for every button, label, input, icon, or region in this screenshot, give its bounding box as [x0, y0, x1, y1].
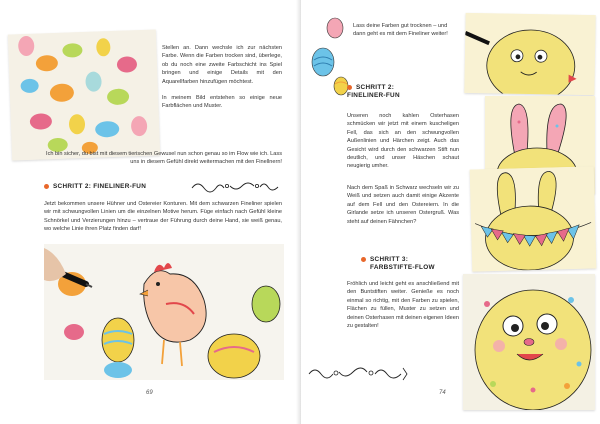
- intro-paragraph-1: Stellen an. Dann wechsle ich zur nächsten Farbe. Wenn die Farben trocken sind, überlege, ob du noch eine zweite Farbschicht ins Spiel bringen und einige Details mit den Aquarellfarben hinzufügen möchtest.: [162, 45, 282, 85]
- left-page-number: 69: [146, 390, 153, 396]
- easter-eggs-illustration: [309, 16, 349, 108]
- right-step3-heading-line2: FARBSTIFTE-FLOW: [370, 264, 435, 271]
- right-page-number: 74: [439, 390, 446, 396]
- bullet-dot: [361, 257, 366, 262]
- bunny-photo-4: [463, 274, 595, 410]
- bullet-dot: [347, 85, 352, 90]
- right-step3-heading: [361, 256, 435, 272]
- bunny-photo-3: [470, 166, 597, 271]
- right-page: [301, 0, 600, 424]
- right-step2-heading: [347, 84, 400, 100]
- doodle-ornament: [190, 178, 282, 194]
- right-step3-body: Fröhlich und leicht geht es anschließend mit den Buntstiften weiter. Genieße es noch einmal so richtig, mit den Farben zu spielen, Flächen zu füllen, Muster zu setzen und deinen Osterhasen mit deinen eigenen Ideen zu gestalten!: [347, 281, 459, 330]
- right-intro: Lass deine Farben gut trocknen – und dann geht es mit dem Fineliner weiter!: [353, 23, 448, 38]
- right-step2-body-b: Nach dem Spaß in Schwarz wechseln wir zu Weiß und setzen auch damit einige Akzente auf dem Fell und den Ostereiern. In die Girlande setze ich unseren Ostergruß. Was steht auf deinen Fähnchen?: [347, 185, 459, 225]
- fineliner-chickens-photo: [44, 244, 284, 380]
- intro-paragraph-2: In meinem Bild entstehen so einige neue Farbflächen und Muster.: [162, 95, 282, 110]
- chickens-painting-photo: [8, 29, 160, 160]
- step2-heading: [44, 183, 146, 191]
- right-step2-heading-line1: SCHRITT 2:: [356, 84, 395, 91]
- step2-body: Jetzt bekommen unsere Hühner und Ostereier Konturen. Mit dem schwarzen Fineliner spielen wir mit schwungvollen Linien um die einzelnen Motive herum. Füge einfach nach Gefühl kleine Schnörkel und Verzierungen hinzu – vertraue der Führung durch deine Hand, sie weiß genau, wo welche Linie ihren Platz finden darf!: [44, 201, 282, 233]
- intro-paragraph-3: Ich bin sicher, du bist mit diesem tierischen Gewusel nun schon genau so im Flow wie ich. Lass uns in diesem Gefühl direkt weitermachen mit den Finellnern!: [46, 151, 282, 166]
- left-page: [0, 0, 299, 424]
- doodle-ornament-bottom: [305, 362, 411, 384]
- right-step2-body-a: Unseren noch kahlen Osterhasen schmücken wir jetzt mit einem kuscheligen Fell, das sich an den schwungvollen Außenlinien und Härchen zeigt. Auch das Gesicht wird durch den schwarzen Stift nun deutlich, und unser Häschen schaut neugierig umher.: [347, 113, 459, 170]
- bunny-photo-1: [464, 13, 595, 95]
- right-step3-heading-line1: SCHRITT 3:: [370, 256, 409, 263]
- right-step2-heading-line2: FINELINER-FUN: [347, 92, 400, 99]
- intro-text: [162, 44, 282, 119]
- step2-heading-text: SCHRITT 2: FINELINER-FUN: [53, 183, 147, 190]
- bullet-dot: [44, 184, 49, 189]
